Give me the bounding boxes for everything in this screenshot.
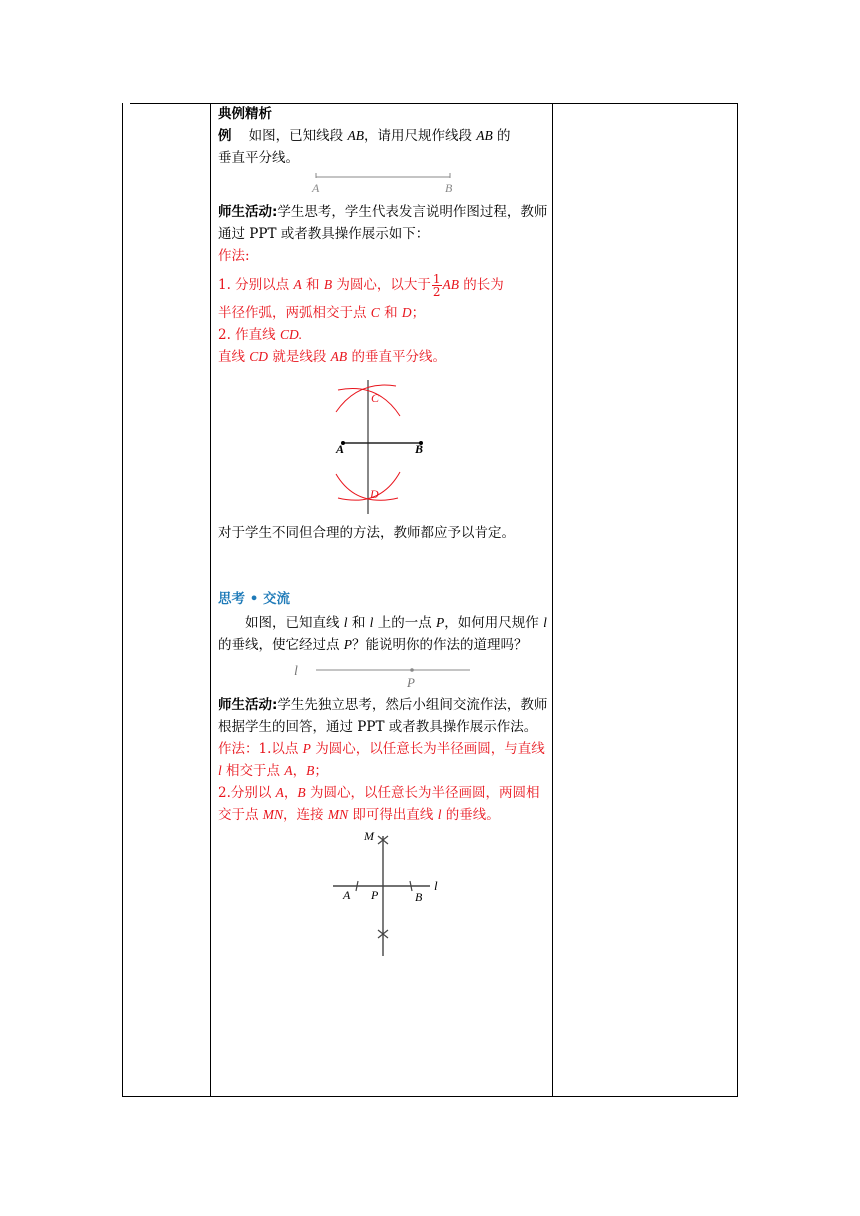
table-border-left [122,103,123,1096]
perpendicular-bisector-figure [218,368,548,518]
fig-label-l: l [294,664,298,679]
think-question: 如图，已知直线 l 和 l 上的一点 P，如何用尺规作 l 的垂线，使它经过点 P？能说明你的作法的道理吗？ [218,615,547,653]
activity-1-text: 师生活动:学生思考，学生代表发言说明作图过程，教师通过 PPT 或者教具操作展示如下： [218,204,548,242]
fig-label-c: C [371,391,380,405]
example-text-line2: 垂直平分线。 [218,150,299,166]
method-2-step-2: 2.分别以 A，B 为圆心，以任意长为半径画圆，两圆相交于点 MN，连接 MN 即可得出直线 l 的垂线。 [218,785,540,823]
fig-label-p: P [407,675,415,690]
lesson-content-cell [218,103,548,961]
method-1-step-1-cont: 半径作弧，两弧相交于点 C 和 D； [218,305,426,321]
think-section-title: 思考 • 交流 [218,591,291,607]
fig-label-b: B [415,442,424,456]
table-bottom-rule [122,1096,738,1097]
fig-label-a: A [336,442,345,456]
arc-lower-from-b [338,472,400,500]
method-2-step-1: 作法：1.以点 P 为圆心，以任意长为半径画圆，与直线 l 相交于点 A，B； [218,741,545,779]
table-divider-2 [552,103,553,1096]
method-1-title: 作法: [218,248,250,264]
fig-label-a2: A [343,888,351,902]
section-title: 典例精析 [218,106,272,122]
fig-label-p2: P [371,888,379,902]
perpendicular-through-p-figure [218,826,548,961]
fig-label-d: D [370,487,379,501]
method-1-conclusion: 直线 CD 就是线段 AB 的垂直平分线。 [218,349,446,365]
example-text: 例 如图，已知线段 AB，请用尺规作线段 AB 的 [218,128,511,144]
one-half-fraction: $\frac{1}{2}$ [432,272,441,299]
activity-2-text: 师生活动:学生先独立思考，然后小组间交流作法，教师根据学生的回答，通过 PPT 或者教具操作展示作法。 [218,697,548,735]
line-l-point-p-figure [218,656,548,690]
segment-label-b: B [445,181,453,195]
segment-label-a: A [312,181,320,195]
table-border-right [737,103,738,1096]
fig-label-m: M [364,829,374,843]
fig-label-b2: B [415,890,423,904]
segment-ab-figure [218,169,548,199]
method-1-step-1: 1. 分别以点 A 和 B 为圆心，以大于 $\frac{1}{2}$ AB 的长为 [218,272,504,299]
method-1-step-2: 2. 作直线 CD. [218,327,303,343]
arc-upper-from-a [338,388,400,416]
affirm-text: 对于学生不同但合理的方法，教师都应予以肯定。 [218,525,515,541]
point-p [410,668,414,672]
table-divider-1 [210,103,211,1096]
fig-label-l2: l [434,878,438,893]
